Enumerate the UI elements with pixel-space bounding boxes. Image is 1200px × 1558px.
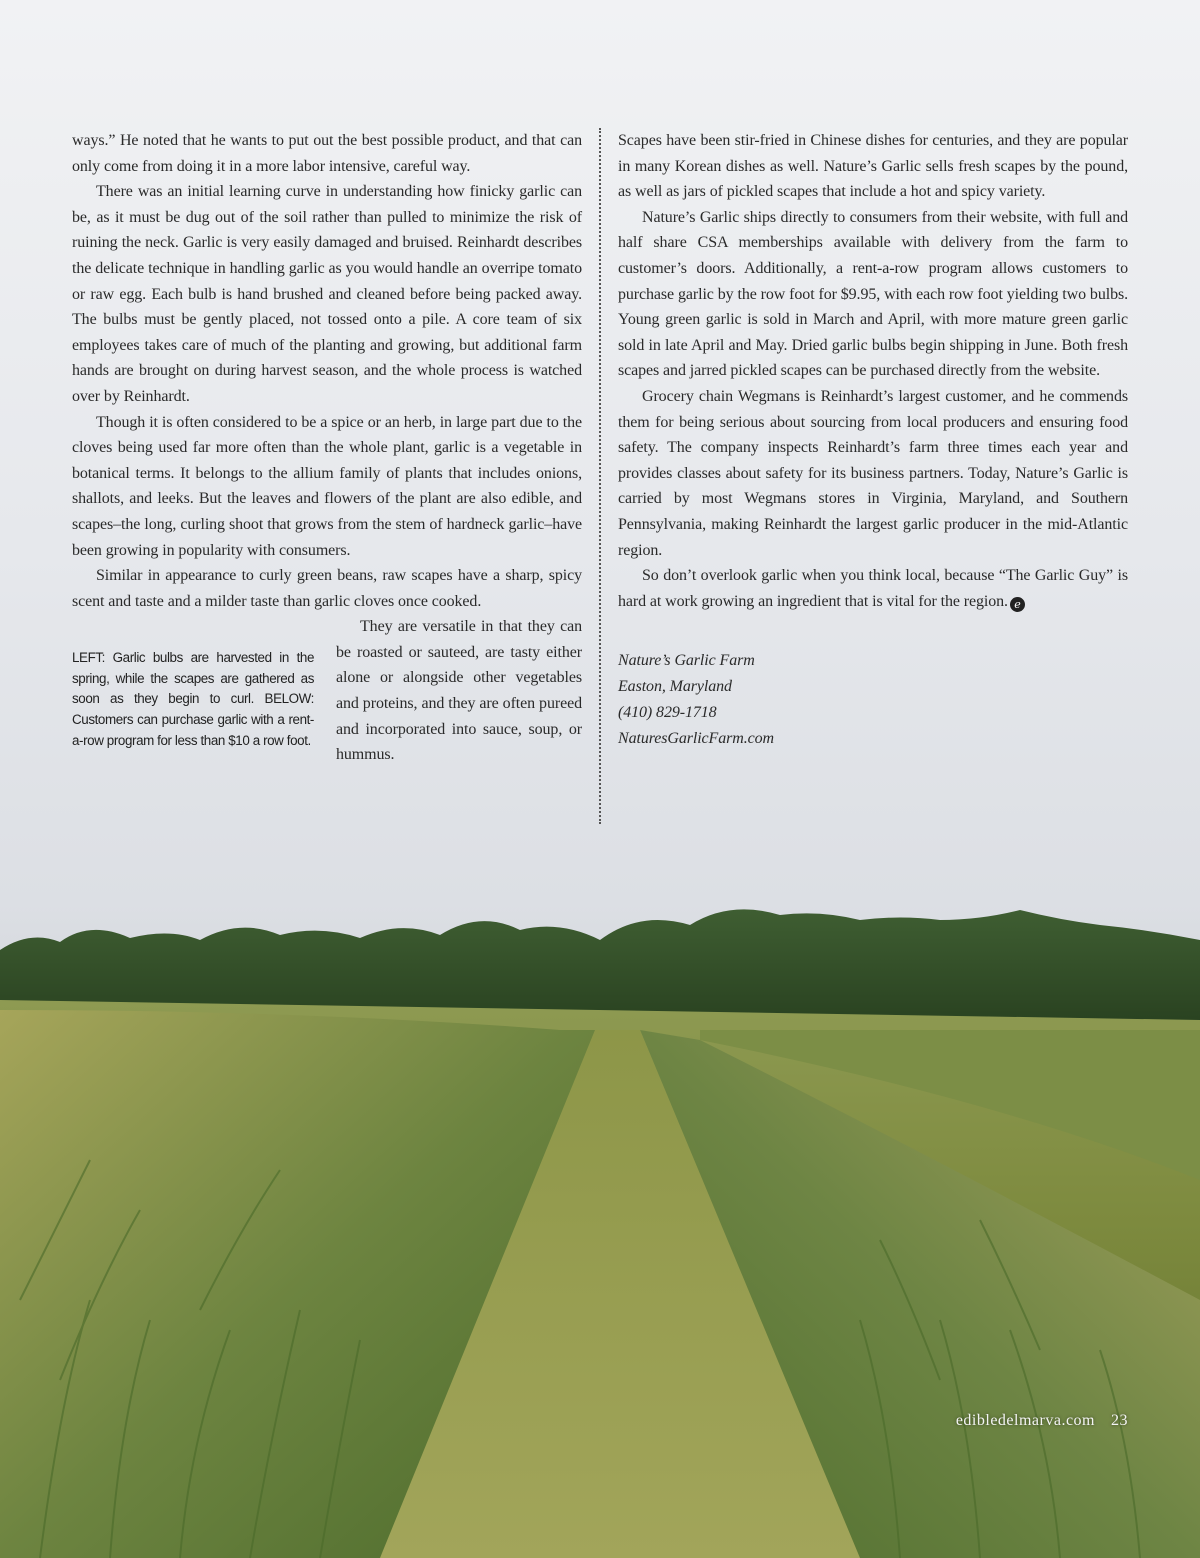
paragraph-continued: They are versatile in that they can be roasted or sauteed, are tasty either alone or alongside other vegetables and proteins, and they are often pureed and incorporated into sauce, soup, or hummus. [336,618,582,764]
article-column-right [618,128,1128,752]
caption-block [72,614,582,774]
paragraph: Nature’s Garlic ships directly to consumers from their website, with full and half share CSA memberships available with delivery from the farm to customer’s doors. Additionally, a rent-a-row program allows customers to purchase garlic by the row foot for $9.95, with each row foot yielding two bulbs. Young green garlic is sold in March and April, with more mature green garlic sold in late April and May. Dried garlic bulbs begin shipping in June. Both fresh scapes and jarred pickled scapes can be purchased directly from the website. [618,208,1128,380]
paragraph: Though it is often considered to be a spice or an herb, in large part due to the cloves being used far more often than the whole plant, garlic is a vegetable in botanical terms. It belongs to the allium family of plants that includes onions, shallots, and leeks. But the leaves and flowers of the plant are also edible, and scapes–the long, curling shoot that grows from the stem of hardneck garlic–have been growing in popularity with consumers. [72,413,582,559]
footer-site: edibledelmarva.com [955,1412,1095,1429]
contact-info [618,648,1128,752]
column-divider [599,128,601,824]
contact-website: NaturesGarlicFarm.com [618,730,774,748]
garlic-field-photo [0,880,1200,1558]
photo-caption: LEFT: Garlic bulbs are harvested in the spring, while the scapes are gathered as soon as they begin to curl. BELOW: Customers can purchase garlic with a rent-a-row program for less than $10 a row foot. [72,650,314,748]
page-number: 23 [1111,1412,1128,1429]
paragraph-final [618,563,1128,614]
article-column-left [72,128,582,774]
contact-phone: (410) 829-1718 [618,704,717,722]
contact-location: Easton, Maryland [618,678,732,696]
paragraph: There was an initial learning curve in understanding how finicky garlic can be, as it must be dug out of the soil rather than pulled to minimize the risk of ruining the neck. Garlic is very easily damaged and bruised. Reinhardt describes the delicate technique in handling garlic as you would handle an overripe tomato or raw egg. Each bulb is hand brushed and cleaned before being packed away. The bulbs must be gently placed, not tossed onto a pile. A core team of six employees takes care of much of the planting and growing, but additional farm hands are brought on during harvest season, and the whole process is watched over by Reinhardt. [72,183,582,405]
paragraph-final-text: So don’t overlook garlic when you think local, because “The Garlic Guy” is hard at work growing an ingredient that is vital for the region. [618,567,1128,610]
page-footer [956,1412,1128,1430]
paragraph: Grocery chain Wegmans is Reinhardt’s largest customer, and he commends them for being serious about sourcing from local producers and ensuring food safety. The company inspects Reinhardt’s farm three times each year and provides classes about safety for its business partners. Today, Nature’s Garlic is carried by most Wegmans stores in Virginia, Maryland, and Southern Pennsylvania, making Reinhardt the largest garlic producer in the mid-Atlantic region. [618,387,1128,559]
edible-end-mark-icon: e [1010,597,1025,612]
paragraph: Similar in appearance to curly green beans, raw scapes have a sharp, spicy scent and taste and a milder taste than garlic cloves once cooked. [72,567,582,610]
contact-name: Nature’s Garlic Farm [618,652,755,670]
paragraph: Scapes have been stir-fried in Chinese dishes for centuries, and they are popular in many Korean dishes as well. Nature’s Garlic sells fresh scapes by the pound, as well as jars of pickled scapes that include a hot and spicy variety. [618,132,1128,201]
paragraph: ways.” He noted that he wants to put out the best possible product, and that can only come from doing it in a more labor intensive, careful way. [72,132,582,175]
